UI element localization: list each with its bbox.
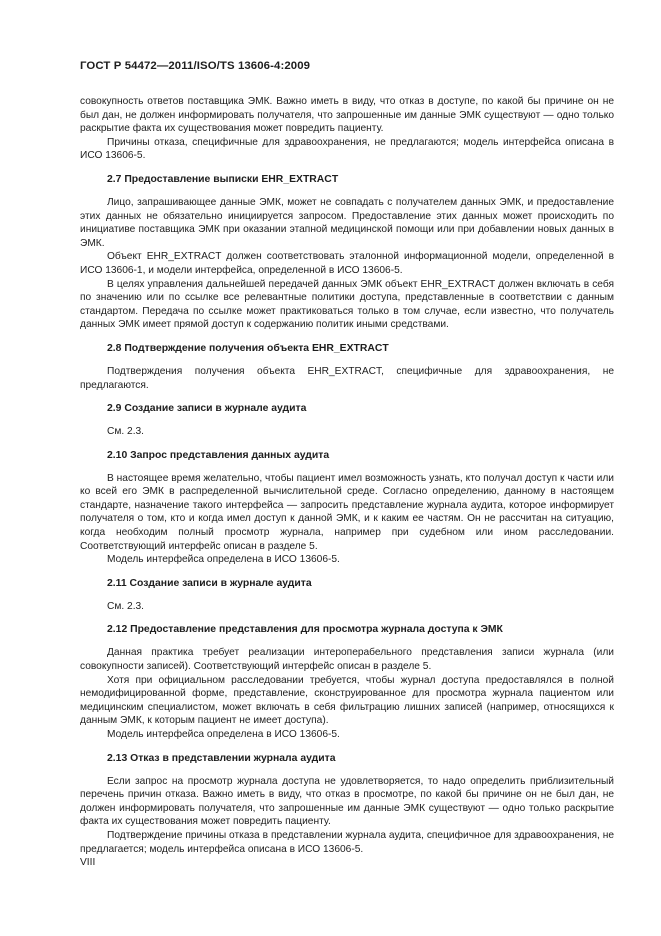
paragraph: В настоящее время желательно, чтобы пациент имел возможность узнать, кто получал доступ к части или ко всей его ЭМК в распределенной вычислительной среде. Согласно определению, данному в настоящем стандарте, назначение такого интерфейса — запросить представление журнала аудита, которое информирует получателя о том, кто и когда имел доступ к данной ЭМК, и к каким ее частям. Он не рассчитан на ситуацию, когда необходим полный просмотр журнала, например при судебном или ином расследовании. Соответствующий интерфейс описан в разделе 5. [80, 472, 614, 552]
paragraph: Лицо, запрашивающее данные ЭМК, может не совпадать с получателем данных ЭМК, и предоставление этих данных не обязательно инициируется запросом. Предоставление этих данных может происходить по инициативе поставщика ЭМК при оказании этапной медицинской помощи или при добавлении новых данных в ЭМК. [80, 196, 614, 249]
paragraph: совокупность ответов поставщика ЭМК. Важно иметь в виду, что отказ в доступе, по какой бы причине он не был дан, не должен информировать получателя, что запрошенные им данные ЭМК существуют — одно только раскрытие факта их существования может повредить пациенту. [80, 96, 614, 135]
paragraph: Модель интерфейса определена в ИСО 13606-5. [107, 729, 340, 740]
section-heading: 2.7 Предоставление выписки EHR_EXTRACT [107, 173, 339, 185]
document-header: ГОСТ Р 54472—2011/ISO/TS 13606-4:2009 [80, 60, 311, 72]
paragraph: Подтверждения получения объекта EHR_EXTRACT, специфичные для здравоохранения, не предлагаются. [80, 365, 614, 391]
section-heading: 2.12 Предоставление представления для просмотра журнала доступа к ЭМК [107, 624, 503, 636]
section-2-7 [80, 173, 614, 332]
section-2-10 [80, 449, 614, 567]
section-2-13 [80, 752, 614, 857]
section-heading: 2.8 Подтверждение получения объекта EHR_EXTRACT [107, 342, 389, 354]
paragraph: Модель интерфейса определена в ИСО 13606-5. [107, 554, 340, 566]
section-2-11 [80, 577, 614, 614]
paragraph: См. 2.3. [107, 600, 145, 612]
page-number: VIII [80, 857, 96, 868]
section-heading: 2.9 Создание записи в журнале аудита [107, 403, 307, 415]
section-heading: 2.11 Создание записи в журнале аудита [107, 577, 312, 589]
paragraph: Объект EHR_EXTRACT должен соответствовать эталонной информационной модели, определенной в ИСО 13606-1, и модели интерфейса, определенной в ИСО 13606-5. [80, 251, 614, 276]
section-heading: 2.13 Отказ в представлении журнала аудита [107, 752, 336, 764]
section-heading: 2.10 Запрос представления данных аудита [107, 449, 330, 461]
paragraph: Подтверждение причины отказа в представлении журнала аудита, специфичное для здравоохранения, не предлагается; модель интерфейса описана в ИСО 13606-5. [80, 829, 614, 855]
section-2-8 [80, 342, 614, 392]
paragraph: Если запрос на просмотр журнала доступа не удовлетворяется, то надо определить приблизительный перечень причин отказа. Важно иметь в виду, что отказ в просмотре, по какой бы причине он не был дан, не должен информировать получателя, что запрошенные им данные ЭМК существуют — одно только раскрытие факта их существования может повредить пациенту. [80, 775, 614, 828]
document-page [80, 60, 614, 856]
paragraph: Данная практика требует реализации интероперабельного представления записи журнала (или совокупности записей). Соответствующий интерфейс описан в разделе 5. [80, 647, 614, 673]
paragraph: См. 2.3. [107, 426, 145, 438]
intro-section [80, 95, 614, 163]
section-2-12 [80, 623, 614, 741]
section-2-9 [80, 402, 614, 439]
paragraph: Причины отказа, специфичные для здравоохранения, не предлагаются; модель интерфейса описана в ИСО 13606-5. [80, 136, 614, 162]
paragraph: В целях управления дальнейшей передачей данных ЭМК объект EHR_EXTRACT должен включать в себя по значению или по ссылке все релевантные политики доступа, представленные в соответствии с данным стандартом. Передача по ссылке может практиковаться только в том случае, если известно, что получатель данных ЭМК имеет прямой доступ к содержанию политик иными средствами. [80, 278, 614, 331]
paragraph: Хотя при официальном расследовании требуется, чтобы журнал доступа предоставлялся в полной немодифицированной форме, представление, сконструированное для просмотра журнала пациентом или медицинским специалистом, может включать в себя фильтрацию лишних записей (например, относящихся к данным ЭМК, к которым пациент не имеет доступа). [80, 674, 614, 727]
